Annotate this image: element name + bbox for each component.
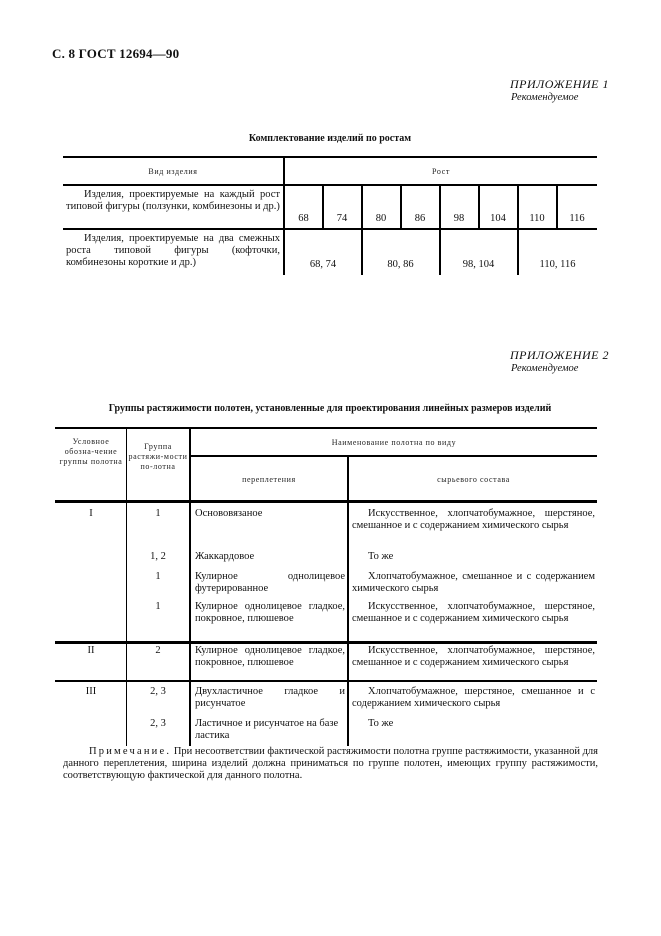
appendix-2-label: ПРИЛОЖЕНИЕ 2: [510, 348, 609, 362]
stretch-group: 1: [155, 601, 161, 612]
row-type-label: Изделия, проектируемые на два смежных роста типовой фигуры (кофточки, комбинезоны короткие и др.): [66, 233, 280, 268]
composition: То же: [368, 718, 394, 729]
group-designation: I: [89, 508, 93, 519]
column-header-type: Вид изделия: [148, 167, 198, 176]
height-pair: 80, 86: [387, 259, 414, 270]
appendix-1-title: Комплектование изделий по ростам: [248, 133, 412, 144]
table-rule: [55, 680, 597, 682]
table-rule: [63, 156, 597, 158]
appendix-1-status: Рекомендуемое: [511, 92, 579, 103]
stretch-group: 2, 3: [150, 718, 166, 729]
table-rule: [126, 428, 127, 746]
composition: Хлопчатобумажное, смешанное и с содержанием химического сырья: [352, 571, 595, 594]
appendix-1-label: ПРИЛОЖЕНИЕ 1: [510, 77, 609, 91]
weave-name: Кулирное однолицевое гладкое, покровное, плюшевое: [195, 645, 345, 668]
table-note: [63, 746, 598, 783]
height-pair: 98, 104: [462, 259, 495, 270]
composition: Искусственное, хлопчатобумажное, шерстяное, смешанное и с содержанием химического сырья: [352, 645, 595, 668]
column-header-height: Рост: [432, 167, 450, 176]
table-rule: [347, 456, 349, 746]
height-value: 110: [529, 213, 545, 224]
column-header-stretch-group: Группа растяжи-мости по-лотна: [128, 442, 188, 471]
table-rule: [55, 641, 597, 644]
height-value: 98: [453, 213, 465, 224]
page-header: С. 8 ГОСТ 12694—90: [52, 46, 180, 61]
height-value: 104: [490, 213, 506, 224]
weave-name: Кулирное однолицевое гладкое, покровное, плюшевое: [195, 601, 345, 624]
table-rule: [189, 455, 597, 457]
composition: Хлопчатобумажное, шерстяное, смешанное и с содержанием химического сырья: [352, 686, 595, 709]
stretch-group: 1: [155, 571, 161, 582]
weave-name: Основовязаное: [195, 508, 263, 519]
composition: Искусственное, хлопчатобумажное, шерстяное, смешанное и с содержанием химического сырья: [352, 508, 595, 531]
composition: Искусственное, хлопчатобумажное, шерстяное, смешанное и с содержанием химического сырья: [352, 601, 595, 624]
column-header-designation: Условное обозна-чение группы полотна: [59, 437, 123, 466]
composition: То же: [368, 551, 394, 562]
height-pair: 110, 116: [539, 259, 576, 270]
group-designation: III: [85, 686, 97, 697]
note-text: При несоответствии фактической растяжимости полотна группе растяжимости, указанной для данного переплетения, ширина изделий должна приниматься по группе полотен, имеющих группу растяжимости, соответствующую фактической для данного полотна.: [63, 746, 598, 782]
column-header-fabric-name: Наименование полотна по виду: [331, 438, 457, 447]
column-header-weave: переплетения: [242, 475, 296, 484]
stretch-group: 1: [155, 508, 161, 519]
weave-name: Жаккардовое: [195, 551, 255, 562]
weave-name: Двухластичное гладкое и рисунчатое: [195, 686, 345, 709]
height-value: 86: [414, 213, 426, 224]
weave-name: Кулирное однолицевое футерированное: [195, 571, 345, 594]
stretch-group: 2: [155, 645, 161, 656]
stretch-group: 1, 2: [150, 551, 166, 562]
appendix-2-heading: [510, 348, 609, 374]
height-value: 80: [375, 213, 387, 224]
table-rule: [55, 500, 597, 503]
height-value: 116: [569, 213, 585, 224]
height-value: 74: [336, 213, 348, 224]
stretch-group: 2, 3: [150, 686, 166, 697]
appendix-2-title: Группы растяжимости полотен, установленные для проектирования линейных размеров изделий: [108, 403, 552, 414]
height-pair: 68, 74: [309, 259, 337, 270]
row-type-label: Изделия, проектируемые на каждый рост типовой фигуры (ползунки, комбинезоны и др.): [66, 189, 280, 212]
group-designation: II: [87, 645, 95, 656]
table-rule: [55, 427, 597, 429]
appendix-1-heading: [510, 77, 609, 103]
column-header-composition: сырьевого состава: [437, 475, 510, 484]
weave-name: Ластичное и рисунчатое на базе ластика: [195, 718, 339, 741]
height-value: 68: [298, 213, 309, 224]
appendix-2-status: Рекомендуемое: [511, 363, 579, 374]
note-label: Примечание.: [89, 746, 172, 757]
